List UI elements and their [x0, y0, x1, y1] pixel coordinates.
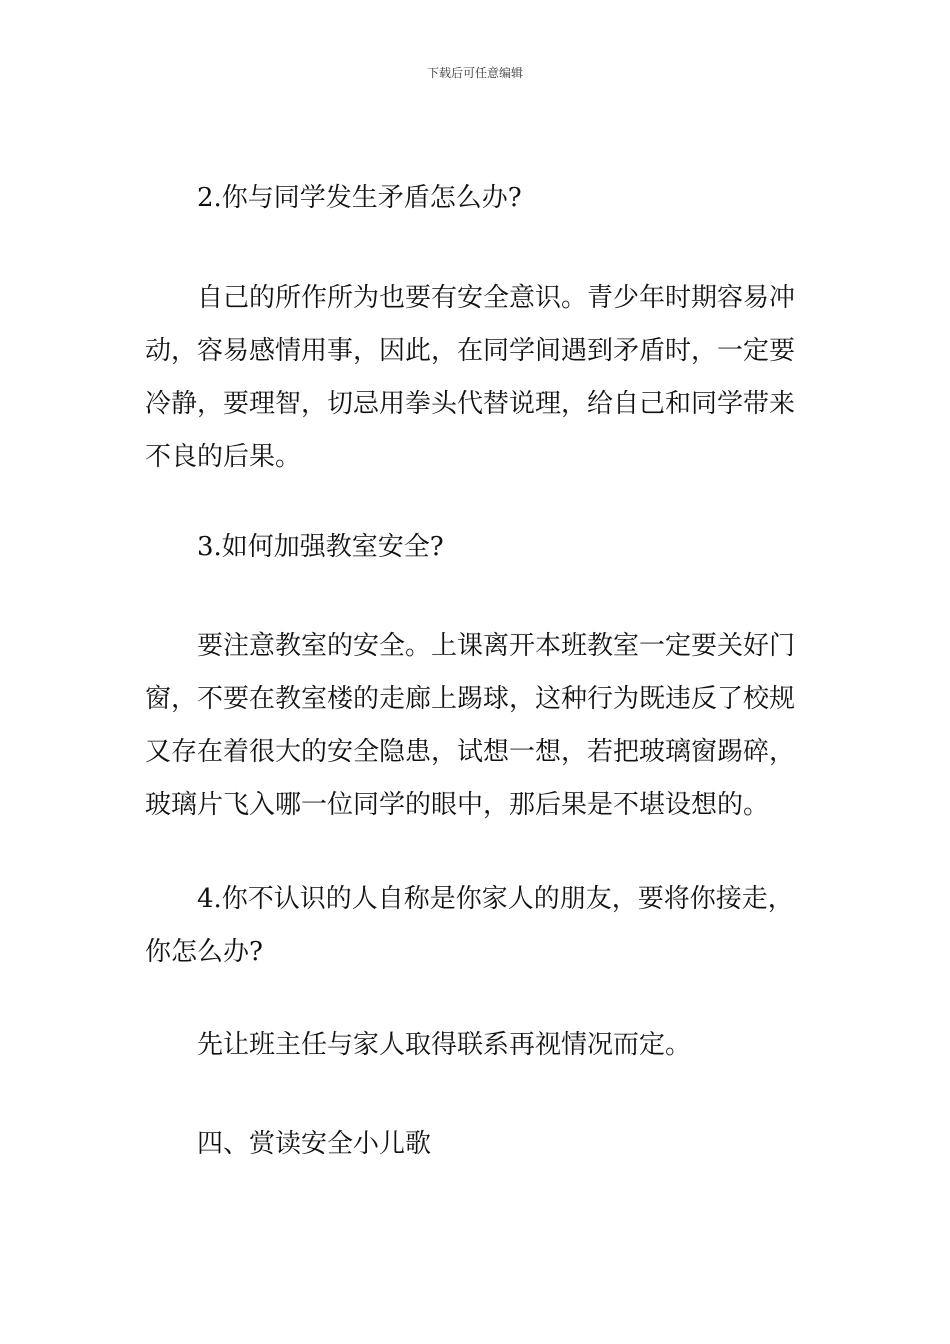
question-2-answer: 自己的所作所为也要有安全意识。青少年时期容易冲动，容易感情用事，因此，在同学间遇到矛盾时，一定要冷静，要理智，切忌用拳头代替说理，给自己和同学带来不良的后果。 [145, 283, 796, 472]
question-4-answer: 先让班主任与家人取得联系再视情况而定。 [197, 1030, 692, 1060]
question-2-title: 2.你与同学发生矛盾怎么办? [197, 183, 522, 213]
question-4-title: 4.你不认识的人自称是你家人的朋友，要将你接走，你怎么办? [145, 884, 794, 967]
question-3-title: 3.如何加强教室安全? [197, 532, 444, 562]
section-4-title: 四、赏读安全小儿歌 [197, 1129, 432, 1159]
question-3-answer: 要注意教室的安全。上课离开本班教室一定要关好门窗，不要在教室楼的走廊上踢球，这种行为既违反了校规又存在着很大的安全隐患，试想一想，若把玻璃窗踢碎，玻璃片飞入哪一位同学的眼中，那后果是不堪设想的。 [145, 631, 796, 820]
page-header: 下载后可任意编辑 [426, 66, 523, 80]
